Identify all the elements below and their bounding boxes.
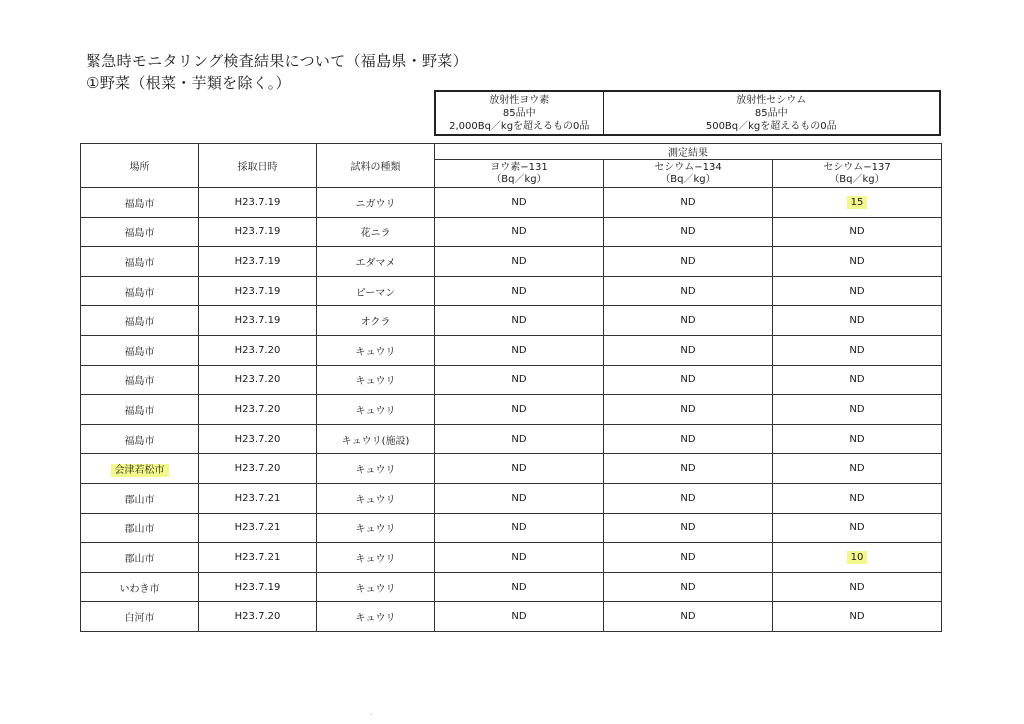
- cell-place-value: 郡山市: [124, 553, 155, 565]
- cell-date-value: H23.7.20: [234, 463, 281, 475]
- cell-i131-value: ND: [511, 315, 527, 327]
- header-sample: 試料の種類: [317, 144, 435, 188]
- header-cs137: [773, 160, 942, 188]
- cell-place-value: 福島市: [124, 228, 155, 240]
- cell-date: [199, 365, 317, 395]
- cell-place-value: 福島市: [124, 317, 155, 329]
- cell-cs137-value: ND: [849, 285, 865, 297]
- cell-sample-value: キュウリ: [355, 613, 396, 625]
- cell-cs134-value: ND: [680, 403, 696, 415]
- cell-cs137: [773, 306, 942, 336]
- cell-cs137-value: ND: [849, 226, 865, 238]
- cell-cs134-value: ND: [680, 196, 696, 208]
- cell-cs134-value: ND: [680, 611, 696, 623]
- cell-sample-value: キュウリ: [355, 583, 396, 595]
- cell-place: [81, 335, 199, 365]
- cell-date-value: H23.7.20: [234, 374, 281, 386]
- cell-place: [81, 188, 199, 218]
- table-row: [81, 306, 942, 336]
- cell-i131: [435, 217, 604, 247]
- cell-cs134-value: ND: [680, 492, 696, 504]
- table-row: [81, 454, 942, 484]
- cell-i131: [435, 602, 604, 632]
- cell-sample: [317, 483, 435, 513]
- header-cs134: [604, 160, 773, 188]
- cell-date: [199, 306, 317, 336]
- cell-date-value: H23.7.19: [234, 226, 281, 238]
- cell-cs137: [773, 454, 942, 484]
- summary-iodine-label: 放射性ヨウ素: [489, 94, 550, 106]
- page-title: 緊急時モニタリング検査結果について（福島県・野菜）: [86, 52, 468, 70]
- cell-sample: [317, 276, 435, 306]
- table-row: [81, 276, 942, 306]
- header-date: 採取日時: [199, 144, 317, 188]
- cell-place-value: 福島市: [124, 435, 155, 447]
- cell-cs134: [604, 276, 773, 306]
- cell-sample-value: キュウリ: [355, 494, 396, 506]
- cell-date: [199, 188, 317, 218]
- cell-cs134-value: ND: [680, 285, 696, 297]
- summary-iodine-note: 2,000Bq／kgを超えるもの0品: [449, 120, 590, 132]
- cell-date-value: H23.7.20: [234, 344, 281, 356]
- cell-i131-value: ND: [511, 403, 527, 415]
- header-i131: [435, 160, 604, 188]
- cell-place-value: 福島市: [124, 287, 155, 299]
- cell-date: [199, 247, 317, 277]
- cell-i131-value: ND: [511, 522, 527, 534]
- header-cs137-label: セシウム−137: [823, 161, 891, 173]
- cell-cs134: [604, 454, 773, 484]
- header-i131-label: ヨウ素−131: [490, 161, 548, 173]
- cell-date-value: H23.7.19: [234, 581, 281, 593]
- header-cs134-unit: （Bq／kg）: [660, 173, 716, 185]
- cell-sample-value: キュウリ(施設): [341, 435, 410, 447]
- cell-place: [81, 513, 199, 543]
- table-row: [81, 188, 942, 218]
- cell-cs137: [773, 335, 942, 365]
- table-row: [81, 217, 942, 247]
- summary-cesium-cell: [603, 91, 940, 135]
- cell-place-value: 福島市: [124, 346, 155, 358]
- cell-date: [199, 217, 317, 247]
- header-place: 場所: [81, 144, 199, 188]
- cell-cs134-value: ND: [680, 344, 696, 356]
- cell-cs137-value: ND: [849, 492, 865, 504]
- cell-i131: [435, 543, 604, 573]
- cell-cs137: [773, 483, 942, 513]
- cell-date: [199, 602, 317, 632]
- cell-sample: [317, 306, 435, 336]
- cell-place: [81, 602, 199, 632]
- cell-cs137-value: ND: [849, 463, 865, 475]
- cell-sample: [317, 395, 435, 425]
- cell-sample: [317, 335, 435, 365]
- cell-place-value: いわき市: [119, 583, 160, 595]
- cell-i131: [435, 188, 604, 218]
- cell-cs137-value: ND: [849, 581, 865, 593]
- summary-cesium-note: 500Bq／kgを超えるもの0品: [705, 120, 837, 132]
- table-row: [81, 513, 942, 543]
- cell-cs134: [604, 365, 773, 395]
- cell-place-value: 会津若松市: [111, 464, 169, 477]
- cell-sample-value: ニガウリ: [355, 198, 396, 210]
- cell-sample-value: キュウリ: [355, 553, 396, 565]
- cell-cs137-value: ND: [849, 403, 865, 415]
- table-row: [81, 335, 942, 365]
- cell-cs137-value: ND: [849, 374, 865, 386]
- cell-i131-value: ND: [511, 255, 527, 267]
- cell-place: [81, 454, 199, 484]
- header-results: 測定結果: [435, 144, 942, 160]
- cell-i131-value: ND: [511, 344, 527, 356]
- cell-sample: [317, 217, 435, 247]
- table-row: [81, 483, 942, 513]
- cell-i131: [435, 247, 604, 277]
- cell-cs134: [604, 572, 773, 602]
- summary-iodine-count: 85品中: [502, 107, 536, 119]
- cell-place: [81, 543, 199, 573]
- cell-place: [81, 483, 199, 513]
- cell-i131-value: ND: [511, 285, 527, 297]
- cell-cs137: [773, 602, 942, 632]
- cell-place-value: 福島市: [124, 257, 155, 269]
- summary-cesium-count: 85品中: [754, 107, 788, 119]
- cell-sample: [317, 247, 435, 277]
- cell-i131-value: ND: [511, 611, 527, 623]
- cell-sample: [317, 454, 435, 484]
- table-row: [81, 395, 942, 425]
- cell-cs134-value: ND: [680, 551, 696, 563]
- results-table: [80, 143, 942, 632]
- cell-sample: [317, 602, 435, 632]
- cell-date: [199, 424, 317, 454]
- cell-cs137-value: ND: [849, 255, 865, 267]
- cell-cs137: [773, 217, 942, 247]
- cell-sample: [317, 188, 435, 218]
- cell-sample: [317, 424, 435, 454]
- cell-date-value: H23.7.21: [234, 522, 281, 534]
- cell-cs137: [773, 276, 942, 306]
- cell-sample-value: エダマメ: [355, 257, 396, 269]
- cell-place: [81, 247, 199, 277]
- cell-cs134-value: ND: [680, 374, 696, 386]
- cell-cs134-value: ND: [680, 463, 696, 475]
- cell-cs137: [773, 365, 942, 395]
- cell-place: [81, 424, 199, 454]
- cell-cs134: [604, 395, 773, 425]
- summary-cesium-label: 放射性セシウム: [736, 94, 807, 106]
- cell-date: [199, 335, 317, 365]
- cell-cs137-value: ND: [849, 522, 865, 534]
- cell-cs137: [773, 188, 942, 218]
- cell-date: [199, 572, 317, 602]
- cell-sample-value: キュウリ: [355, 465, 396, 477]
- cell-cs134: [604, 188, 773, 218]
- cell-cs134-value: ND: [680, 522, 696, 534]
- cell-place-value: 福島市: [124, 405, 155, 417]
- cell-cs134: [604, 513, 773, 543]
- table-row: [81, 247, 942, 277]
- cell-sample: [317, 572, 435, 602]
- cell-cs137: [773, 247, 942, 277]
- cell-cs137-value: 10: [847, 551, 868, 564]
- cell-date-value: H23.7.19: [234, 315, 281, 327]
- cell-i131-value: ND: [511, 581, 527, 593]
- cell-i131: [435, 424, 604, 454]
- cell-place: [81, 306, 199, 336]
- cell-cs134-value: ND: [680, 315, 696, 327]
- table-row: [81, 424, 942, 454]
- cell-date: [199, 543, 317, 573]
- cell-place-value: 白河市: [124, 613, 155, 625]
- cell-place-value: 福島市: [124, 376, 155, 388]
- cell-cs137: [773, 513, 942, 543]
- cell-date: [199, 276, 317, 306]
- cell-sample: [317, 543, 435, 573]
- cell-cs134: [604, 543, 773, 573]
- cell-cs134-value: ND: [680, 581, 696, 593]
- cell-date-value: H23.7.21: [234, 551, 281, 563]
- cell-cs134: [604, 602, 773, 632]
- cell-i131: [435, 454, 604, 484]
- cell-i131: [435, 306, 604, 336]
- cell-i131: [435, 513, 604, 543]
- cell-cs134-value: ND: [680, 226, 696, 238]
- table-row: [81, 572, 942, 602]
- cell-cs137: [773, 424, 942, 454]
- cell-place: [81, 395, 199, 425]
- cell-i131: [435, 572, 604, 602]
- cell-i131: [435, 395, 604, 425]
- cell-date: [199, 395, 317, 425]
- cell-cs134: [604, 335, 773, 365]
- cell-sample-value: キュウリ: [355, 376, 396, 388]
- cell-date: [199, 483, 317, 513]
- summary-table: [434, 90, 941, 136]
- cell-cs134: [604, 247, 773, 277]
- cell-cs137-value: ND: [849, 344, 865, 356]
- cell-cs134: [604, 424, 773, 454]
- cell-date-value: H23.7.20: [234, 611, 281, 623]
- cell-i131: [435, 276, 604, 306]
- table-row: [81, 365, 942, 395]
- cell-cs134-value: ND: [680, 255, 696, 267]
- cell-i131: [435, 335, 604, 365]
- cell-i131: [435, 483, 604, 513]
- cell-date-value: H23.7.21: [234, 492, 281, 504]
- cell-date-value: H23.7.19: [234, 196, 281, 208]
- cell-date-value: H23.7.20: [234, 433, 281, 445]
- cell-place: [81, 365, 199, 395]
- cell-place: [81, 276, 199, 306]
- cell-i131-value: ND: [511, 226, 527, 238]
- cell-place-value: 郡山市: [124, 524, 155, 536]
- table-row: [81, 602, 942, 632]
- cell-sample: [317, 365, 435, 395]
- cell-sample-value: ピーマン: [355, 287, 396, 299]
- cell-date-value: H23.7.19: [234, 255, 281, 267]
- cell-date: [199, 513, 317, 543]
- table-row: [81, 543, 942, 573]
- cell-i131-value: ND: [511, 374, 527, 386]
- header-cs137-unit: （Bq／kg）: [829, 173, 885, 185]
- cell-cs137: [773, 543, 942, 573]
- cell-cs137-value: 15: [847, 196, 868, 209]
- cell-cs134: [604, 306, 773, 336]
- cell-cs137: [773, 395, 942, 425]
- scan-mark: ·: [370, 710, 373, 719]
- cell-cs137-value: ND: [849, 315, 865, 327]
- cell-cs134: [604, 483, 773, 513]
- cell-cs134: [604, 217, 773, 247]
- cell-sample-value: キュウリ: [355, 346, 396, 358]
- cell-cs137-value: ND: [849, 611, 865, 623]
- cell-cs134-value: ND: [680, 433, 696, 445]
- cell-sample-value: 花ニラ: [360, 228, 391, 240]
- cell-i131: [435, 365, 604, 395]
- cell-sample: [317, 513, 435, 543]
- cell-place: [81, 572, 199, 602]
- cell-i131-value: ND: [511, 196, 527, 208]
- cell-i131-value: ND: [511, 551, 527, 563]
- header-i131-unit: （Bq／kg）: [491, 173, 547, 185]
- cell-place: [81, 217, 199, 247]
- cell-sample-value: オクラ: [360, 317, 391, 329]
- cell-i131-value: ND: [511, 463, 527, 475]
- cell-date: [199, 454, 317, 484]
- summary-iodine-cell: [435, 91, 603, 135]
- cell-place-value: 福島市: [124, 198, 155, 210]
- cell-date-value: H23.7.20: [234, 403, 281, 415]
- cell-place-value: 郡山市: [124, 494, 155, 506]
- cell-date-value: H23.7.19: [234, 285, 281, 297]
- header-cs134-label: セシウム−134: [654, 161, 722, 173]
- cell-cs137: [773, 572, 942, 602]
- cell-i131-value: ND: [511, 492, 527, 504]
- cell-cs137-value: ND: [849, 433, 865, 445]
- cell-i131-value: ND: [511, 433, 527, 445]
- cell-sample-value: キュウリ: [355, 405, 396, 417]
- cell-sample-value: キュウリ: [355, 524, 396, 536]
- page-subtitle: ①野菜（根菜・芋類を除く。）: [86, 74, 291, 92]
